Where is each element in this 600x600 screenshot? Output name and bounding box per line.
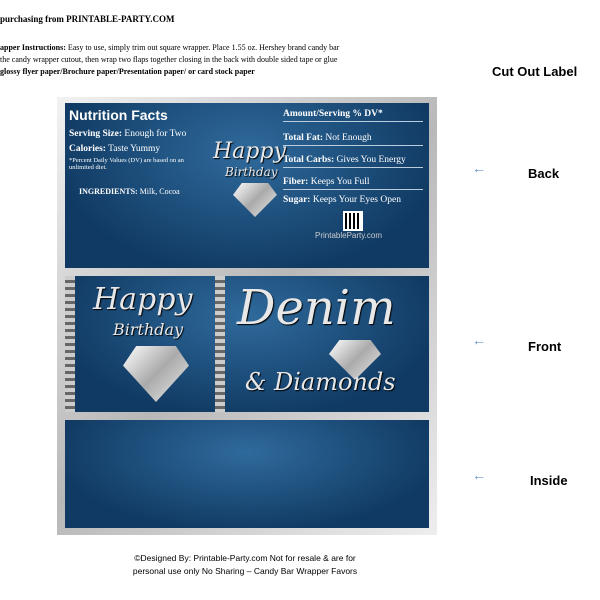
arrow-left-icon: ← — [472, 469, 486, 484]
rhinestone-border — [215, 276, 225, 412]
diamond-icon — [123, 346, 189, 402]
rhinestone-border — [65, 276, 75, 412]
birthday-text: Birthday — [225, 165, 278, 179]
row-value: Keeps Your Eyes Open — [310, 195, 401, 205]
diamonds-text: & Diamonds — [245, 368, 396, 396]
row-label: Fiber: — [283, 177, 309, 187]
instructions-line: Easy to use, simply trim out square wrapper. Place 1.55 oz. Hershey brand candy bar — [65, 43, 340, 52]
row-label: Total Carbs: — [283, 155, 335, 165]
row-value: Keeps You Full — [308, 177, 370, 187]
instructions-line: the candy wrapper cutout, then wrap two flaps together closing in the back with double sided tape or glue — [0, 55, 338, 64]
label-back: Back — [528, 166, 560, 181]
denim-text: Denim — [237, 280, 396, 336]
instructions-label: apper Instructions: — [0, 43, 66, 52]
qr-code-icon — [343, 211, 363, 231]
happy-text: Happy — [213, 139, 286, 164]
calories-value: Taste Yummy — [105, 144, 161, 154]
footer — [0, 552, 490, 578]
diamond-icon — [233, 183, 277, 217]
happy-text: Happy — [93, 282, 193, 317]
serving-label: Serving Size: — [69, 129, 123, 139]
purchase-note: purchasing from PRINTABLE-PARTY.COM — [0, 14, 175, 24]
dv-note: *Percent Daily Values (DV) are based on an unlimited diet. — [69, 157, 184, 171]
nutrition-title: Nutrition Facts — [69, 107, 168, 123]
footer-line: personal use only No Sharing – Candy Bar Wrapper Favors — [132, 566, 358, 576]
row-label: Sugar: — [283, 195, 311, 205]
row-label: Amount/Serving % DV* — [283, 109, 383, 119]
arrow-left-icon: ← — [472, 162, 486, 177]
row-value: Not Enough — [323, 133, 372, 143]
birthday-text: Birthday — [113, 320, 184, 339]
label-inside: Inside — [530, 473, 568, 488]
ingredients-value: Milk, Cocoa — [137, 187, 180, 196]
cut-out-label: Cut Out Label — [492, 64, 578, 79]
footer-line: ©Designed By: Printable-Party.com Not for resale & are for — [134, 553, 356, 563]
inside-panel — [65, 420, 429, 528]
row-label: Total Fat: — [283, 133, 324, 143]
instructions-line: glossy flyer paper/Brochure paper/Presentation paper/ or card stock paper — [0, 67, 255, 76]
label-front: Front — [528, 339, 562, 354]
ingredients-label: INGREDIENTS: — [79, 187, 138, 196]
front-panel — [65, 276, 429, 412]
back-panel — [65, 103, 429, 268]
row-value: Gives You Energy — [334, 155, 406, 165]
wrapper-frame — [57, 97, 437, 535]
arrow-left-icon: ← — [472, 334, 486, 349]
calories-label: Calories: — [69, 144, 106, 154]
site-text: PrintableParty.com — [315, 231, 382, 240]
serving-value: Enough for Two — [122, 129, 187, 139]
